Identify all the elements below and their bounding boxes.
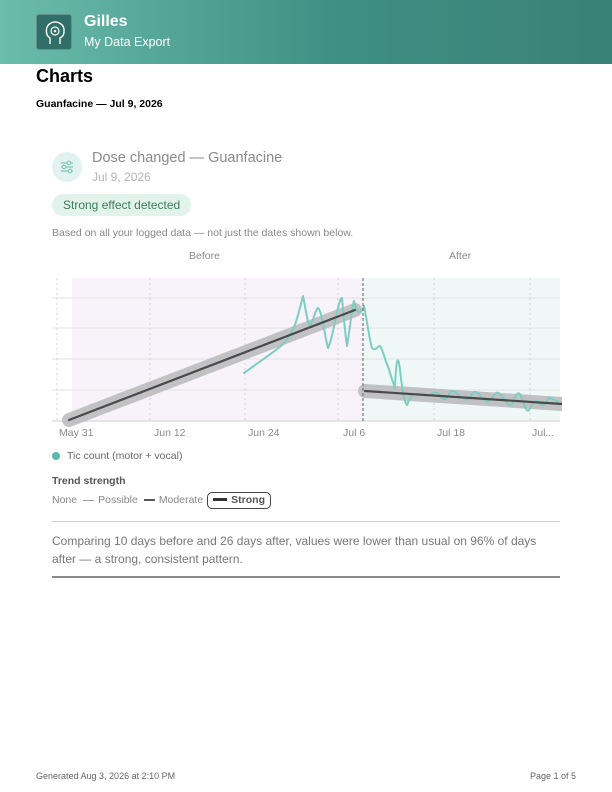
legend-series-label: Tic count (motor + vocal) (67, 450, 183, 462)
page-number: Page 1 of 5 (529, 771, 576, 781)
strength-moderate: Moderate (158, 494, 204, 506)
x-tick-label: Jul 18 (437, 427, 466, 439)
trend-strength-scale (52, 491, 271, 509)
strength-strong-label: Strong (231, 493, 265, 506)
phase-label-after: After (449, 250, 472, 262)
x-tick-label: Jul... (532, 427, 555, 439)
app-name: Gilles (84, 13, 128, 30)
section-end-divider (52, 576, 560, 578)
line-sample-possible-icon (83, 500, 94, 501)
head-profile-icon (36, 14, 72, 50)
generated-timestamp: Generated Aug 3, 2026 at 2:10 PM (36, 771, 176, 781)
sliders-icon (52, 152, 82, 182)
page-title: Charts (36, 66, 94, 86)
x-tick-label: Jul 6 (343, 427, 366, 439)
phase-label-before: Before (189, 250, 220, 262)
event-title: Dose changed — Guanfacine (92, 150, 283, 166)
section-title: Guanfacine — Jul 9, 2026 (36, 98, 163, 110)
strength-possible: Possible (98, 494, 138, 506)
strength-strong-selected (207, 492, 271, 509)
divider (52, 521, 560, 522)
effect-summary: Comparing 10 days before and 26 days after, values were lower than usual on 96% of days after — a strong, consistent pattern. (52, 534, 537, 566)
export-subtitle: My Data Export (84, 35, 171, 49)
tic-count-chart (52, 268, 562, 443)
x-tick-label: May 31 (59, 427, 94, 439)
line-sample-moderate-icon (144, 499, 155, 501)
x-tick-label: Jun 24 (248, 427, 280, 439)
effect-badge: Strong effect detected (52, 194, 191, 216)
x-tick-label: Jun 12 (154, 427, 186, 439)
trend-strength-title: Trend strength (52, 475, 126, 487)
strength-none: None (52, 494, 78, 506)
basis-note: Based on all your logged data — not just the dates shown below. (52, 227, 354, 239)
line-sample-strong-icon (213, 498, 227, 501)
export-header (0, 0, 612, 64)
chart-legend (52, 450, 182, 462)
event-date: Jul 9, 2026 (92, 170, 151, 184)
legend-dot-icon (52, 452, 60, 460)
